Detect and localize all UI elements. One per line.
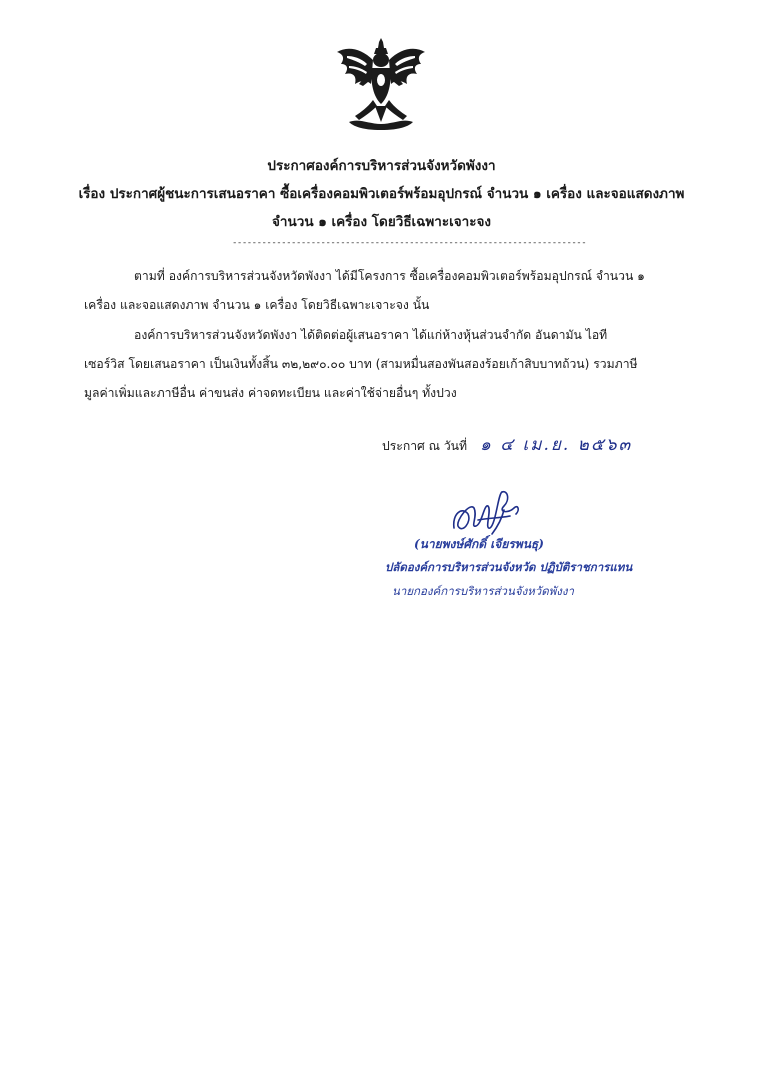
paragraph-2-line-1: องค์การบริหารส่วนจังหวัดพังงา ได้ติดต่อผู้เสนอราคา ได้แก่ห้างหุ้นส่วนจำกัด อันดามัน ไอที [134,328,608,342]
separator-line: ------------------------------------------------------------------------ [232,238,587,248]
official-title: นายกองค์การบริหารส่วนจังหวัดพังงา [392,584,574,598]
official-name: (นายพงษ์ศักดิ์ เจียรพนธุ) [414,537,544,551]
garuda-emblem [333,38,429,138]
official-position: ปลัดองค์การบริหารส่วนจังหวัด ปฏิบัติราชการแทน [385,560,633,574]
announcement-subject-cont: จำนวน ๑ เครื่อง โดยวิธีเฉพาะเจาะจง [272,214,491,230]
signature [448,484,528,540]
announcement-date-label: ประกาศ ณ วันที่ [382,439,468,453]
paragraph-2-line-2: เซอร์วิส โดยเสนอราคา เป็นเงินทั้งสิ้น ๓๒,๒๙๐.๐๐ บาท (สามหมื่นสองพันสองร้อยเก้าสิบบาทถ้วน) รวมภาษี [84,357,638,371]
paragraph-2-line-3: มูลค่าเพิ่มและภาษีอื่น ค่าขนส่ง ค่าจดทะเบียน และค่าใช้จ่ายอื่นๆ ทั้งปวง [84,386,457,400]
announcement-subject: เรื่อง ประกาศผู้ชนะการเสนอราคา ซื้อเครื่องคอมพิวเตอร์พร้อมอุปกรณ์ จำนวน ๑ เครื่อง และจอแสดงภาพ [78,186,685,202]
paragraph-1-line-1: ตามที่ องค์การบริหารส่วนจังหวัดพังงา ได้มีโครงการ ซื้อเครื่องคอมพิวเตอร์พร้อมอุปกรณ์ จำนวน ๑ [134,269,645,283]
announcement-date-handwritten: ๑ ๔ เม.ย. ๒๕๖๓ [480,435,633,455]
announcement-title: ประกาศองค์การบริหารส่วนจังหวัดพังงา [267,158,496,174]
paragraph-1-line-2: เครื่อง และจอแสดงภาพ จำนวน ๑ เครื่อง โดยวิธีเฉพาะเจาะจง นั้น [84,298,430,312]
